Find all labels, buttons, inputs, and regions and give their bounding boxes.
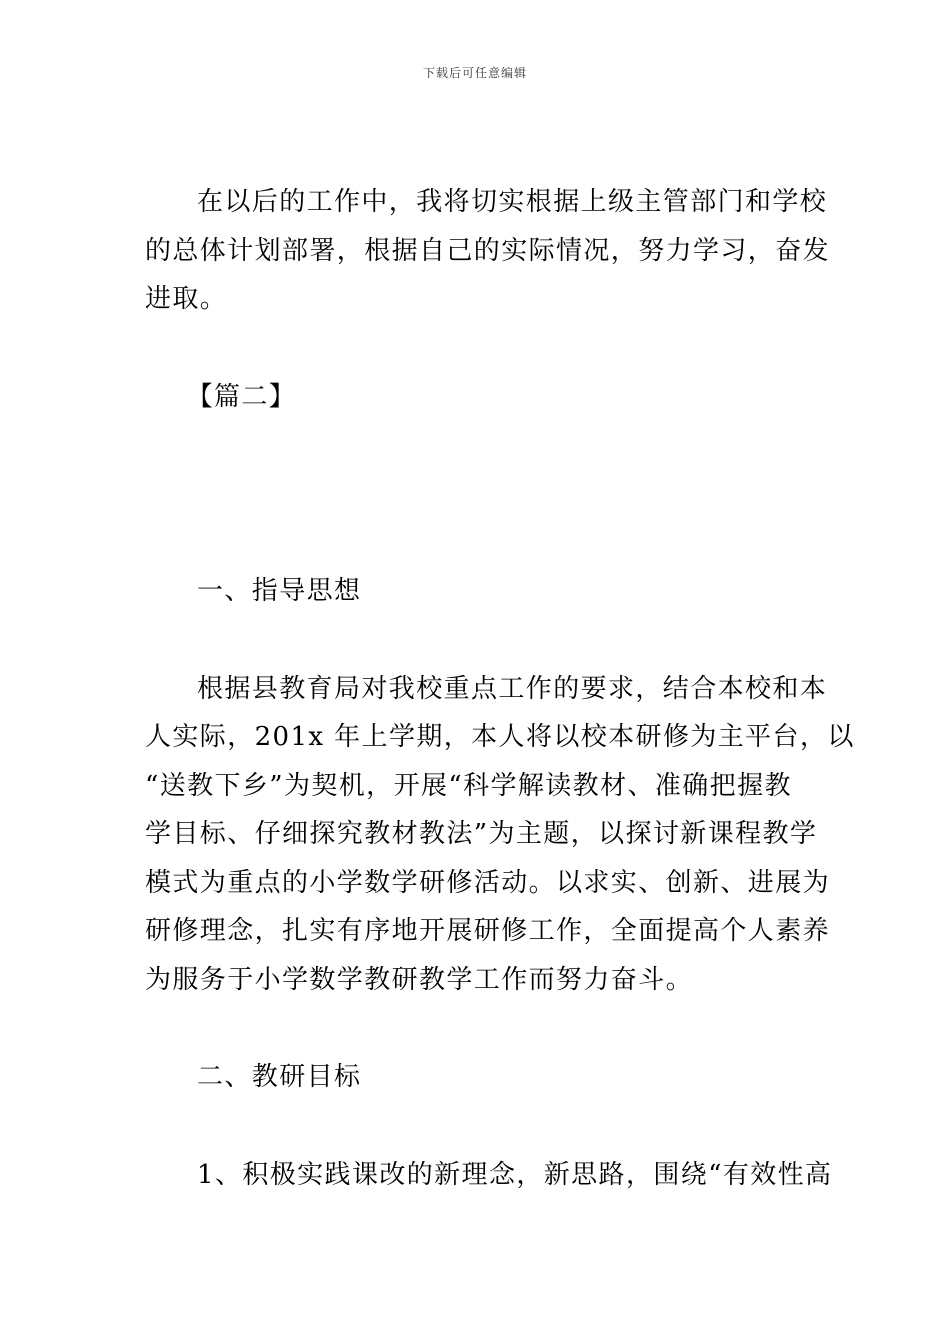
paragraph-line: 人实际，201x 年上学期，本人将以校本研修为主平台，以 (145, 722, 855, 752)
paragraph-line: “送教下乡”为契机，开展“科学解读教材、准确把握教 (145, 770, 792, 801)
document-body (145, 178, 855, 1199)
heading-research-goals: 二、教研目标 (197, 1062, 362, 1092)
heading-guiding-ideology: 一、指导思想 (197, 576, 362, 606)
paragraph-line: 在以后的工作中，我将切实根据上级主管部门和学校 (197, 187, 828, 217)
paragraph-line: 研修理念，扎实有序地开展研修工作，全面提高个人素养 (145, 916, 831, 946)
paragraph-line: 学目标、仔细探究教材教法”为主题，以探讨新课程教学 (145, 819, 818, 849)
section-marker: 【篇二】 (186, 381, 297, 412)
paragraph-line: 为服务于小学数学教研教学工作而努力奋斗。 (145, 964, 694, 995)
page-header-note: 下载后可任意编辑 (422, 66, 527, 80)
paragraph-line: 根据县教育局对我校重点工作的要求，结合本校和本 (197, 673, 828, 704)
paragraph-line: 进取。 (145, 284, 228, 314)
paragraph-line: 的总体计划部署，根据自己的实际情况，努力学习，奋发 (145, 235, 831, 266)
paragraph-line: 1、积极实践课改的新理念，新思路，围绕“有效性高 (197, 1159, 833, 1190)
paragraph-closing (145, 178, 831, 324)
paragraph-guiding-ideology (145, 665, 855, 1005)
paragraph-line: 模式为重点的小学数学研修活动。以求实、创新、进展为 (145, 867, 831, 898)
paragraph-research-goals (145, 1151, 833, 1200)
